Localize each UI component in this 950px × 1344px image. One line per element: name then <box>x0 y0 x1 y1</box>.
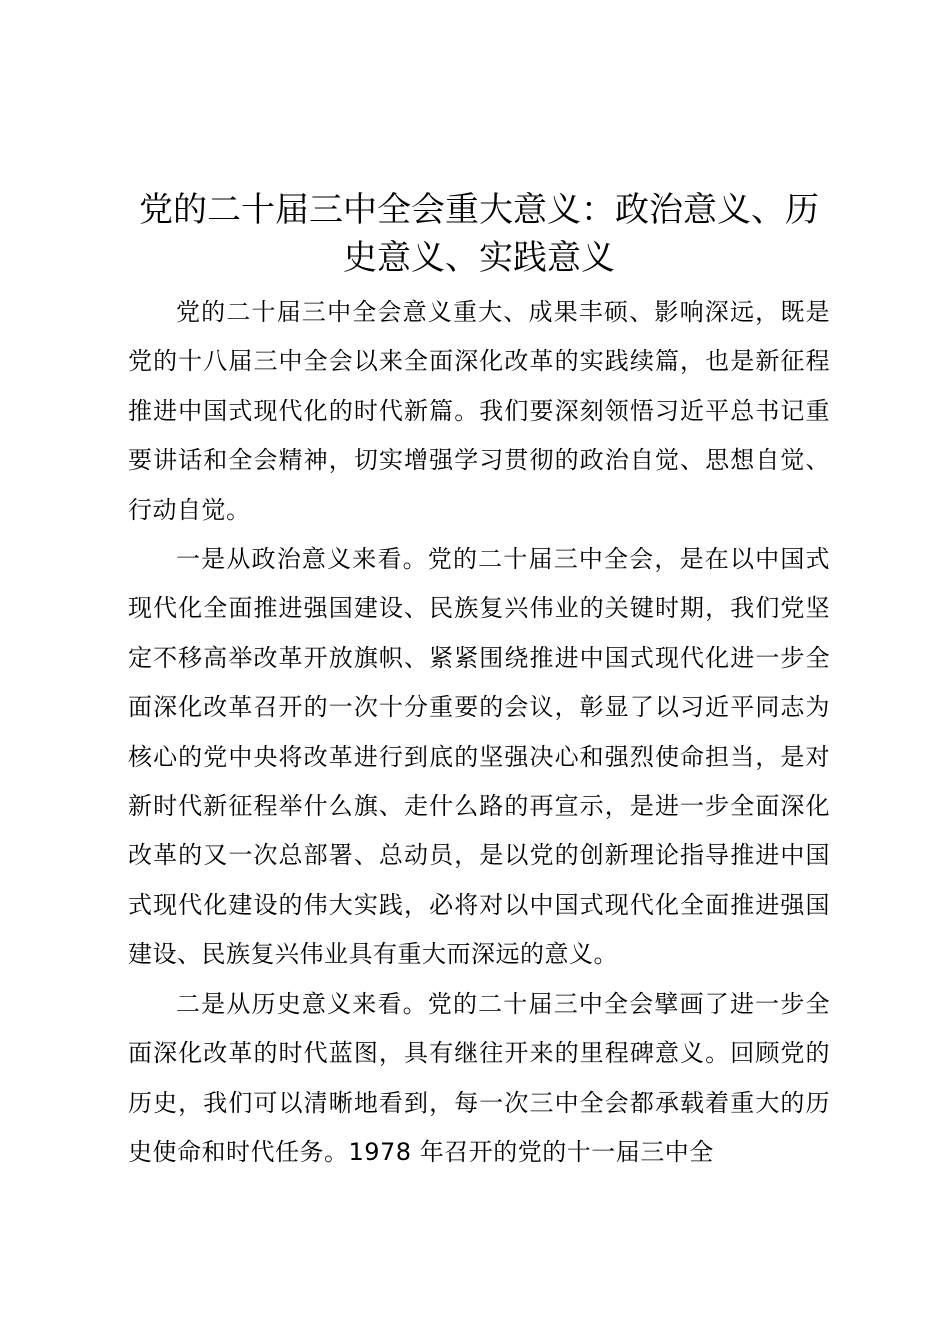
paragraph-political-significance: 一是从政治意义来看。党的二十届三中全会，是在以中国式现代化全面推进强国建设、民族复兴伟业的关键时期，我们党坚定不移高举改革开放旗帜、紧紧围绕推进中国式现代化进一步全面深化改革召开的一次十分重要的会议，彰显了以习近平同志为核心的党中央将改革进行到底的坚强决心和强烈使命担当，是对新时代新征程举什么旗、走什么路的再宣示，是进一步全面深化改革的又一次总部署、总动员，是以党的创新理论指导推进中国式现代化建设的伟大实践，必将对以中国式现代化全面推进强国建设、民族复兴伟业具有重大而深远的意义。 <box>128 545 830 969</box>
paragraph-intro: 党的二十届三中全会意义重大、成果丰硕、影响深远，既是党的十八届三中全会以来全面深化改革的实践续篇，也是新征程推进中国式现代化的时代新篇。我们要深刻领悟习近平总书记重要讲话和全会精神，切实增强学习贯彻的政治自觉、思想自觉、行动自觉。 <box>128 298 830 524</box>
document-body <box>128 288 830 1177</box>
document-page <box>128 186 830 1177</box>
paragraph-historical-significance: 二是从历史意义来看。党的二十届三中全会擘画了进一步全面深化改革的时代蓝图，具有继往开来的里程碑意义。回顾党的历史，我们可以清晰地看到，每一次三中全会都承载着重大的历史使命和时代任务。1978 年召开的党的十一届三中全 <box>128 989 830 1166</box>
document-title: 党的二十届三中全会重大意义：政治意义、历史意义、实践意义 <box>139 190 819 278</box>
